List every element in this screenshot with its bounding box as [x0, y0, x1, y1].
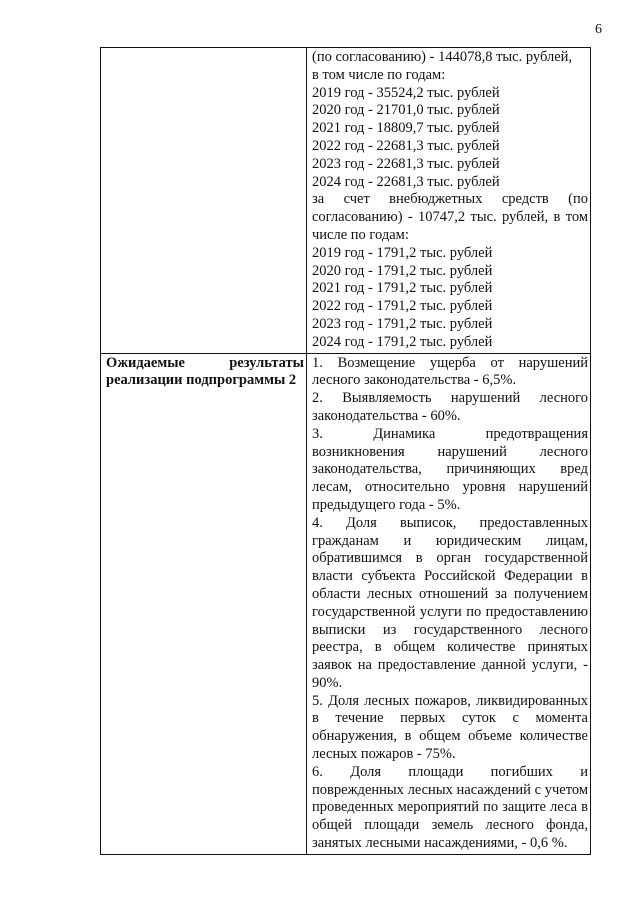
extrabudget-year-line: 2019 год - 1791,2 тыс. рублей [312, 244, 493, 261]
result-item: 1. Возмещение ущерба от нарушений лесного законодательства - 6,5%. [312, 354, 588, 389]
results-label: Ожидаемые результаты реализации подпрограммы 2 [101, 353, 307, 854]
extrabudget-text: за счет внебюджетных средств (по согласованию) - 10747,2 тыс. рублей, в том числе по годам: [312, 191, 588, 243]
extrabudget-year-line: 2022 год - 1791,2 тыс. рублей [312, 298, 493, 315]
extrabudget-year-line: 2020 год - 1791,2 тыс. рублей [312, 262, 493, 279]
page-number: 6 [595, 22, 602, 37]
funding-intro-line: в том числе по годам: [312, 66, 446, 83]
result-item: 5. Доля лесных пожаров, ликвидированных в течение первых суток с момента обнаружения, в общем объеме количестве лесных пожаров - 75%. [312, 692, 588, 763]
funding-year-line: 2021 год - 18809,7 тыс. рублей [312, 120, 500, 137]
result-item: 6. Доля площади погибших и поврежденных лесных насаждений с учетом проведенных мероприятий по защите леса в общей площади земель лесного фонда, занятых лесными насаждениями, - 0,6 %. [312, 763, 588, 852]
passport-table [100, 47, 591, 855]
extrabudget-year-line: 2023 год - 1791,2 тыс. рублей [312, 315, 493, 332]
extrabudget-year-line: 2021 год - 1791,2 тыс. рублей [312, 280, 493, 297]
result-item: 4. Доля выписок, предоставленных гражданам и юридическим лицам, обратившимся в орган государственной власти субъекта Российской Федерации в области лесных отношений за получением государственной услуги по предоставлению выписки из государственного лесного реестра, в общем количестве принятых заявок на предоставление данной услуги, - 90%. [312, 514, 588, 691]
funding-year-line: 2024 год - 22681,3 тыс. рублей [312, 173, 500, 190]
results-value-cell [307, 353, 591, 854]
result-item: 3. Динамика предотвращения возникновения нарушений лесного законодательства, причиняющих вред лесам, относительно уровня нарушений предыдущего года - 5%. [312, 425, 588, 513]
funding-year-line: 2023 год - 22681,3 тыс. рублей [312, 155, 500, 172]
funding-row [101, 48, 591, 354]
funding-year-line: 2020 год - 21701,0 тыс. рублей [312, 102, 500, 119]
extrabudget-year-line: 2024 год - 1791,2 тыс. рублей [312, 333, 493, 350]
funding-intro-line: (по согласованию) - 144078,8 тыс. рублей, [312, 49, 573, 65]
result-item: 2. Выявляемость нарушений лесного законодательства - 60%. [312, 390, 588, 424]
funding-year-line: 2022 год - 22681,3 тыс. рублей [312, 137, 500, 154]
funding-value-cell [307, 48, 591, 354]
results-row [101, 353, 591, 854]
funding-year-line: 2019 год - 35524,2 тыс. рублей [312, 84, 500, 101]
funding-label-cell [101, 48, 307, 354]
